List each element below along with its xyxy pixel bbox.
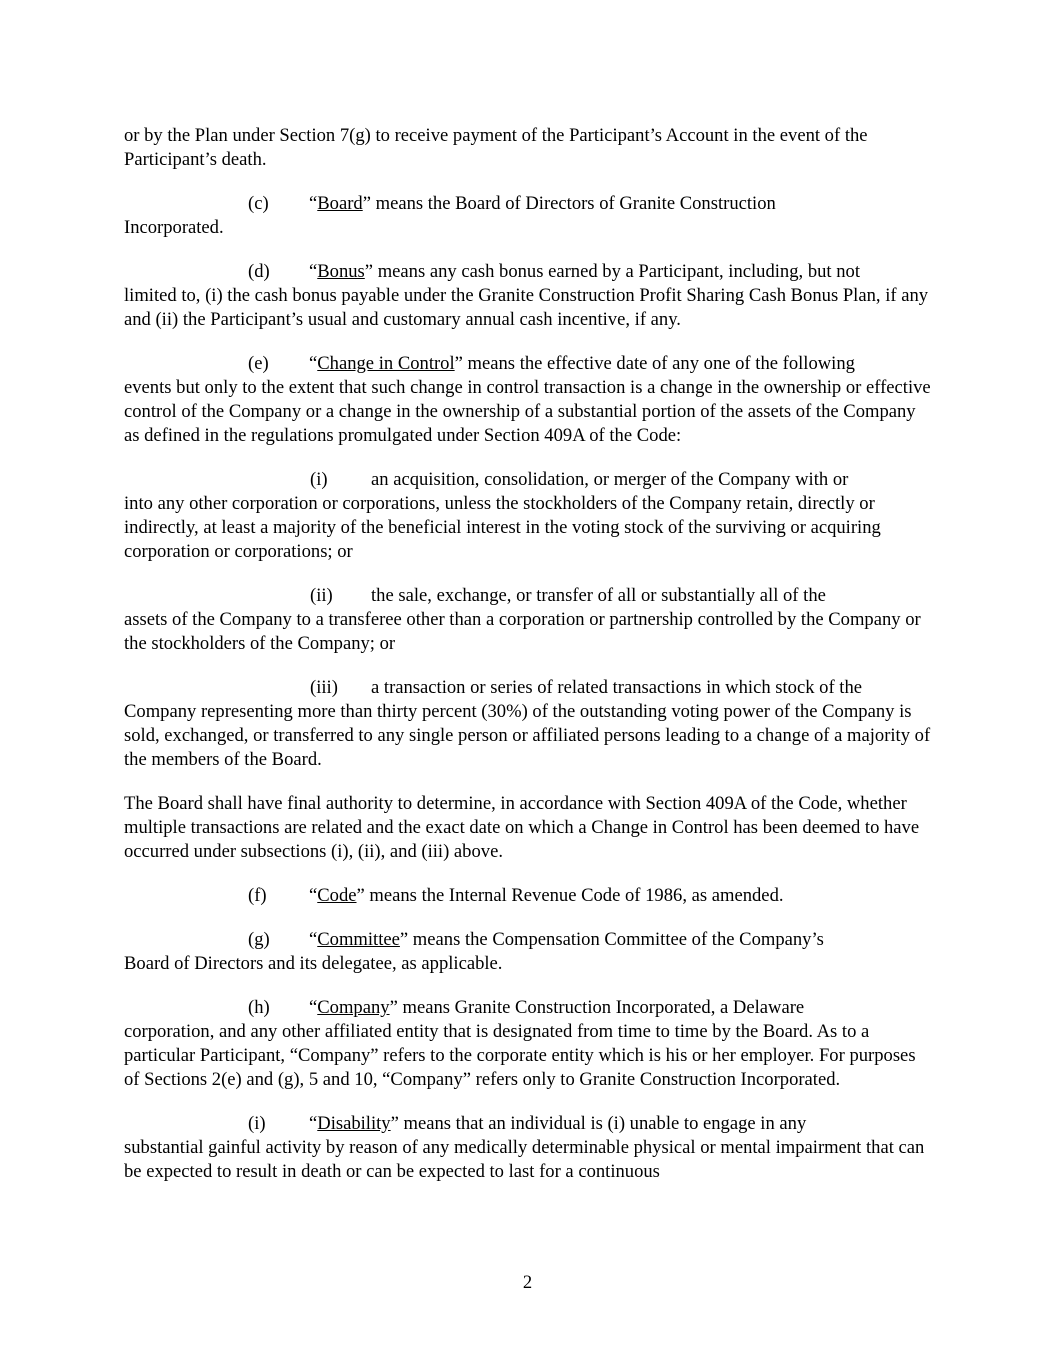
subitem-marker: (i) (310, 469, 328, 490)
subitem-iii: (iii) a transaction or series of related transactions in which stock of the Company representing more than thirty percent (30%) of the outstanding voting power of the Company is sold, exchanged, or transferred to any single person or affiliated persons leading to a change of a majority of the members of the Board. (124, 677, 931, 770)
defined-term: Disability (317, 1113, 391, 1134)
defined-term: Bonus (317, 261, 365, 282)
definition-marker: (d) (248, 261, 270, 282)
intro-paragraph (124, 124, 934, 172)
definition-marker: (g) (248, 929, 270, 950)
defined-term: Company (317, 997, 390, 1018)
defined-term: Board (317, 193, 363, 214)
subitem-ii: (ii) the sale, exchange, or transfer of all or substantially all of the assets of the Company to a transferee other than a corporation or partnership controlled by the Company or the stockholders of the Company; or (124, 585, 921, 654)
definition-disability: (i) “Disability” means that an individual is (i) unable to engage in any substantial gainful activity by reason of any medically determinable physical or mental impairment that can be expected to result in death or can be expected to last for a continuous (124, 1113, 925, 1182)
definition-bonus: (d) “Bonus” means any cash bonus earned by a Participant, including, but not limited to, (i) the cash bonus payable under the Granite Construction Profit Sharing Cash Bonus Plan, if any and (ii) the Participant’s usual and customary annual cash incentive, if any. (124, 261, 929, 330)
board-authority-paragraph: The Board shall have final authority to determine, in accordance with Section 409A of the Code, whether multiple transactions are related and the exact date on which a Change in Control has been deemed to have occurred under subsections (i), (ii), and (iii) above. (124, 793, 920, 862)
definition-marker: (e) (248, 353, 269, 374)
definition-marker: (f) (248, 885, 267, 906)
intro-text: or by the Plan under Section 7(g) to receive payment of the Participant’s Account in the event of the Participant’s death. (124, 125, 868, 170)
definition-marker: (c) (248, 193, 269, 214)
subitem-marker: (iii) (310, 677, 338, 698)
definition-marker: (h) (248, 997, 270, 1018)
page-number: 2 (522, 1272, 533, 1293)
defined-term: Change in Control (317, 353, 455, 374)
definition-board: (c) “Board” means the Board of Directors of Granite Construction Incorporated. (124, 193, 776, 238)
subitem-i: (i) an acquisition, consolidation, or merger of the Company with or into any other corporation or corporations, unless the stockholders of the Company retain, directly or indirectly, at least a majority of the beneficial interest in the voting stock of the surviving or acquiring corporation or corporations; or (124, 469, 881, 562)
definition-company: (h) “Company” means Granite Construction Incorporated, a Delaware corporation, and any other affiliated entity that is designated from time to time by the Board. As to a particular Participant, “Company” refers to the corporate entity which is his or her employer. For purposes of Sections 2(e) and (g), 5 and 10, “Company” refers only to Granite Construction Incorporated. (124, 997, 916, 1090)
definition-marker: (i) (248, 1113, 266, 1134)
subitem-marker: (ii) (310, 585, 333, 606)
definition-committee: (g) “Committee” means the Compensation Committee of the Company’s Board of Directors and its delegatee, as applicable. (124, 929, 824, 974)
definition-change-in-control: (e) “Change in Control” means the effective date of any one of the following events but only to the extent that such change in control transaction is a change in the ownership or effective control of the Company or a change in the ownership of a substantial portion of the assets of the Company as defined in the regulations promulgated under Section 409A of the Code: (124, 353, 931, 446)
document-page (124, 124, 934, 1204)
defined-term: Code (317, 885, 357, 906)
defined-term: Committee (317, 929, 400, 950)
definition-code: (f) “Code” means the Internal Revenue Code of 1986, as amended. (248, 885, 784, 906)
